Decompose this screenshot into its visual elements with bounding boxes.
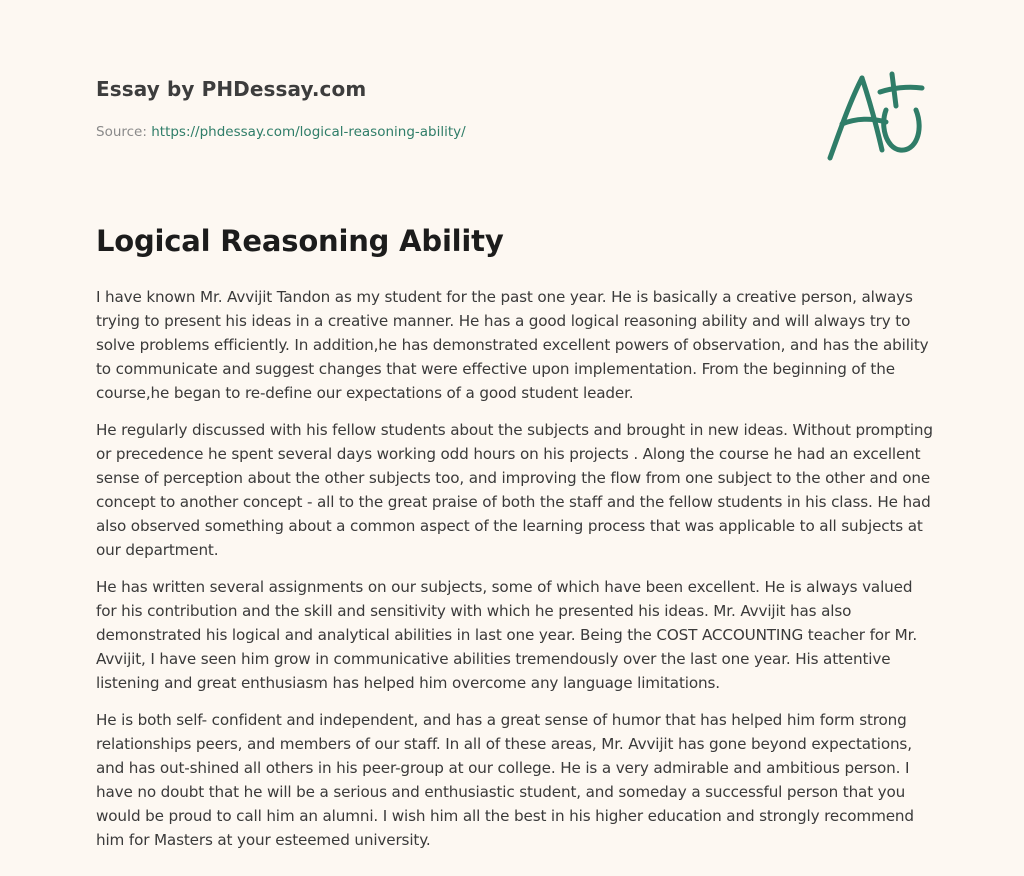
essay-body xyxy=(96,285,936,865)
source-label: Source: xyxy=(96,124,147,140)
essay-paragraph: I have known Mr. Avvijit Tandon as my student for the past one year. He is basically a creative person, always trying to present his ideas in a creative manner. He has a good logical reasoning ability and will always try to solve problems efficiently. In addition,he has demonstrated excellent powers of observation, and has the ability to communicate and suggest changes that were effective upon implementation. From the beginning of the course,he began to re-define our expectations of a good student leader. xyxy=(96,288,929,402)
site-title: Essay by PHDessay.com xyxy=(96,77,367,101)
a-plus-grade-icon xyxy=(820,66,930,166)
essay-paragraph: He is both self- confident and independent, and has a great sense of humor that has helped him form strong relationships peers, and members of our staff. In all of these areas, Mr. Avvijit has gone beyond expectations, and has out-shined all others in his peer-group at our college. He is a very admirable and ambitious person. I have no doubt that he will be a serious and enthusiastic student, and someday a successful person that you would be proud to call him an alumni. I wish him all the best in his higher education and strongly recommend him for Masters at your esteemed university. xyxy=(96,711,914,849)
essay-paragraph: He regularly discussed with his fellow students about the subjects and brought in new ideas. Without prompting or precedence he spent several days working odd hours on his projects . Along the course he had an excellent sense of perception about the other subjects too, and improving the flow from one subject to the other and one concept to another concept - all to the great praise of both the staff and the fellow students in his class. He had also observed something about a common aspect of the learning process that was applicable to all subjects at our department. xyxy=(96,421,933,559)
source-link[interactable]: https://phdessay.com/logical-reasoning-ability/ xyxy=(151,124,466,140)
essay-paragraph: He has written several assignments on our subjects, some of which have been excellent. He is always valued for his contribution and the skill and sensitivity with which he presented his ideas. Mr. Avvijit has also demonstrated his logical and analytical abilities in last one year. Being the COST ACCOUNTING teacher for Mr. Avvijit, I have seen him grow in communicative abilities tremendously over the last one year. His attentive listening and great enthusiasm has helped him overcome any language limitations. xyxy=(96,578,918,692)
source-line xyxy=(96,124,466,140)
essay-title: Logical Reasoning Ability xyxy=(96,224,504,258)
